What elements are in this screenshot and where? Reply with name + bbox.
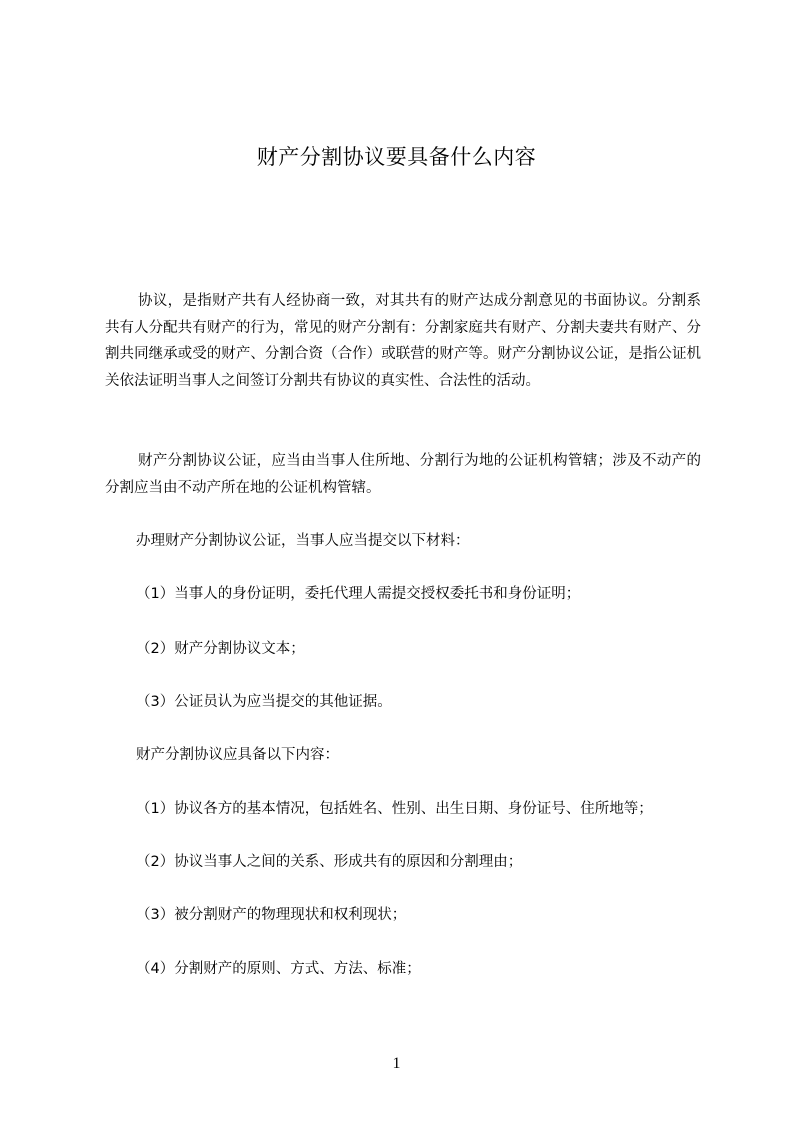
materials-item-1: （1）当事人的身份证明，委托代理人需提交授权委托书和身份证明； xyxy=(136,586,581,602)
paragraph-definition: 协议，是指财产共有人经协商一致，对其共有的财产达成分割意见的书面协议。分割系共有人分配共有财产的行为，常见的财产分割有：分割家庭共有财产、分割夫妻共有财产、分割共同继承或受的财产、分割合资（合作）或联营的财产等。财产分割协议公证，是指公证机关依法证明当事人之间签订分割共有协议的真实性、合法性的活动。 xyxy=(105,293,701,389)
contents-item-1: （1）协议各方的基本情况，包括姓名、性别、出生日期、身份证号、住所地等； xyxy=(136,801,653,817)
materials-intro: 办理财产分割协议公证，当事人应当提交以下材料： xyxy=(136,533,470,549)
materials-item-2: （2）财产分割协议文本； xyxy=(136,641,305,657)
page-number: 1 xyxy=(392,1055,401,1072)
paragraph-jurisdiction: 财产分割协议公证，应当由当事人住所地、分割行为地的公证机构管辖；涉及不动产的分割应当由不动产所在地的公证机构管辖。 xyxy=(105,453,701,496)
contents-item-4: （4）分割财产的原则、方式、方法、标准； xyxy=(136,961,421,977)
materials-item-3: （3）公证员认为应当提交的其他证据。 xyxy=(136,694,392,710)
contents-item-3: （3）被分割财产的物理现状和权利现状； xyxy=(136,907,407,923)
contents-item-2: （2）协议当事人之间的关系、形成共有的原因和分割理由； xyxy=(136,854,523,870)
document-title: 财产分割协议要具备什么内容 xyxy=(256,145,537,169)
contents-intro: 财产分割协议应具备以下内容： xyxy=(136,747,339,763)
